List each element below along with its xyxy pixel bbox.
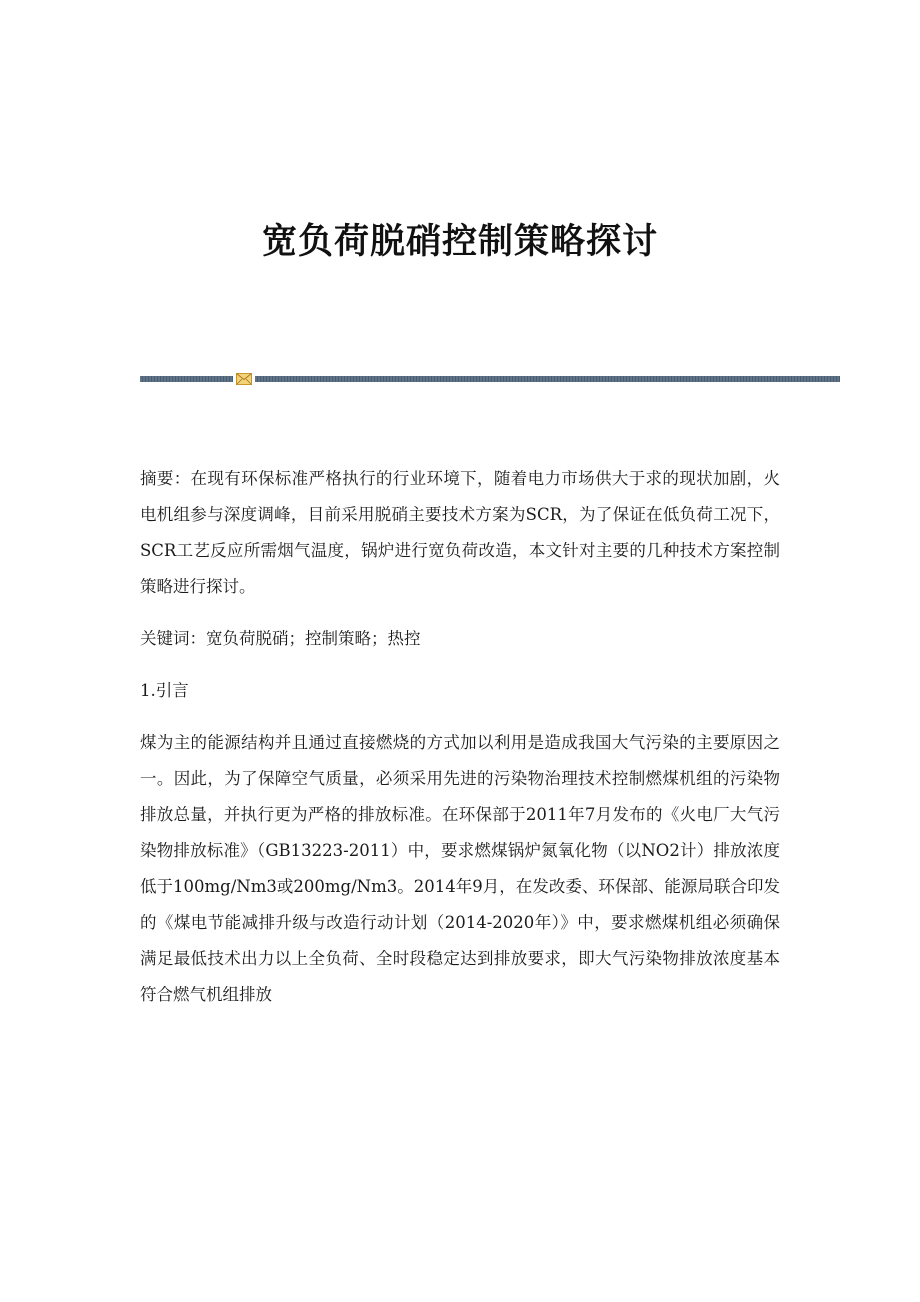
keywords-line: 关键词：宽负荷脱硝；控制策略；热控 [140, 629, 421, 648]
document-body [140, 461, 780, 1029]
intro-paragraph: 煤为主的能源结构并且通过直接燃烧的方式加以利用是造成我国大气污染的主要原因之一。因此，为了保障空气质量，必须采用先进的污染物治理技术控制燃煤机组的污染物排放总量，并执行更为严格的排放标准。在环保部于2011年7月发布的《火电厂大气污染物排放标准》（GB13223-2011）中，要求燃煤锅炉氮氧化物（以NO2计）排放浓度低于100mg/Nm3或200mg/Nm3。2014年9月，在发改委、环保部、能源局联合印发的《煤电节能减排升级与改造行动计划（2014-2020年）》中，要求燃煤机组必须确保满足最低技术出力以上全负荷、全时段稳定达到排放要求，即大气污染物排放浓度基本符合燃气机组排放 [140, 733, 780, 1004]
section-heading: 1.引言 [140, 681, 189, 700]
title-divider [140, 373, 840, 385]
divider-bar-left [140, 376, 233, 382]
envelope-ornament-icon [236, 373, 252, 385]
divider-bar-right [255, 376, 840, 382]
document-title: 宽负荷脱硝控制策略探讨 [261, 222, 658, 262]
abstract-paragraph: 摘要：在现有环保标准严格执行的行业环境下，随着电力市场供大于求的现状加剧，火电机组参与深度调峰，目前采用脱硝主要技术方案为SCR，为了保证在低负荷工况下，SCR工艺反应所需烟气温度，锅炉进行宽负荷改造，本文针对主要的几种技术方案控制策略进行探讨。 [140, 469, 780, 596]
